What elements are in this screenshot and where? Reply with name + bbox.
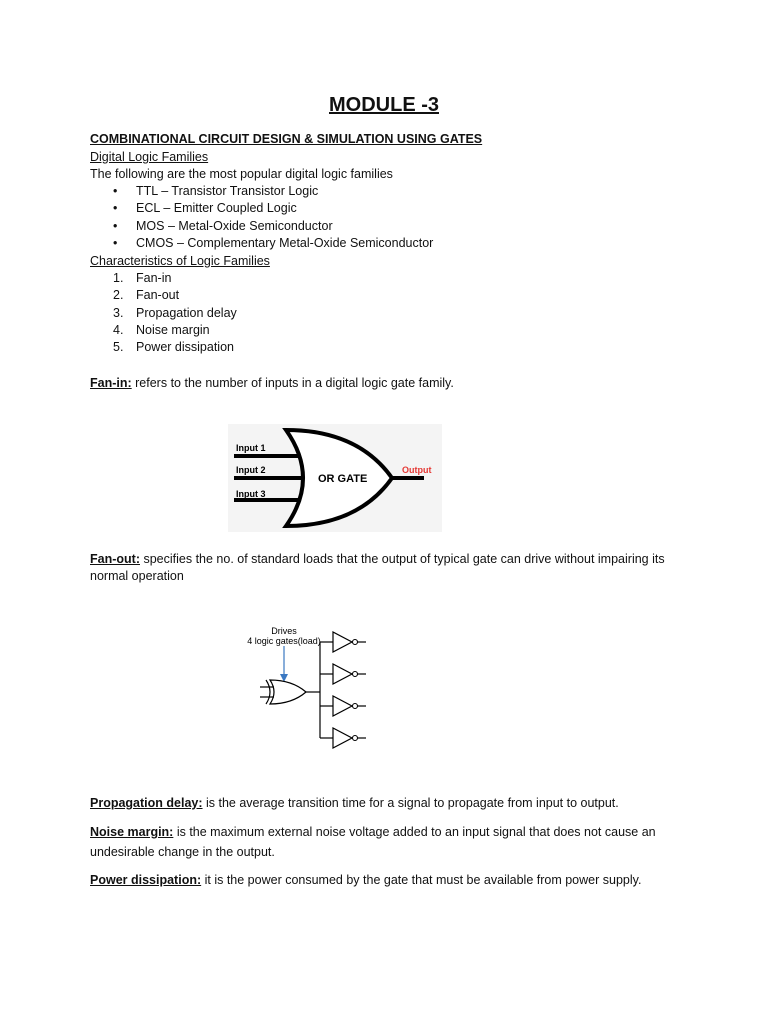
xor-gate-symbol: [270, 680, 306, 704]
fan-out-text-line1: specifies the no. of standard loads that the output of typical gate can drive without impairing its: [139, 552, 665, 566]
families-label: Digital Logic Families: [90, 150, 209, 164]
list-item: [0, 235, 768, 252]
characteristic-item: Fan-out: [136, 288, 180, 302]
characteristic-item: Propagation delay: [136, 306, 237, 320]
input-2-label: Input 2: [236, 465, 266, 475]
family-item-ecl: ECL – Emitter Coupled Logic: [136, 201, 297, 215]
family-item-ttl: TTL – Transistor Transistor Logic: [136, 184, 319, 198]
fan-out-figure: [240, 622, 374, 752]
fan-in-text: refers to the number of inputs in a digital logic gate family.: [131, 376, 454, 390]
list-number: 5.: [113, 340, 124, 354]
load-gate-1: [320, 632, 366, 652]
families-intro: The following are the most popular digital logic families: [90, 167, 393, 181]
fan-out-paragraph: [90, 551, 690, 585]
list-number: 1.: [113, 271, 124, 285]
page-title: MODULE -3: [329, 94, 439, 116]
fan-in-term: Fan-in:: [90, 376, 132, 390]
or-gate-label: OR GATE: [318, 473, 368, 485]
characteristic-item: Power dissipation: [136, 340, 234, 354]
xor-input-curve: [266, 680, 270, 704]
load-gate-3: [320, 696, 366, 716]
load-label: 4 logic gates(load): [247, 636, 321, 646]
bullet-icon: •: [113, 219, 118, 233]
load-gate-4: [320, 728, 366, 748]
noise-margin-term: Noise margin:: [90, 825, 174, 839]
input-1-label: Input 1: [236, 443, 266, 453]
list-number: 4.: [113, 323, 124, 337]
propagation-delay-text: is the average transition time for a signal to propagate from input to output.: [202, 796, 619, 810]
power-dissipation-term: Power dissipation:: [90, 873, 202, 887]
input-3-label: Input 3: [236, 489, 266, 499]
characteristic-item: Noise margin: [136, 323, 210, 337]
list-item: [0, 287, 768, 304]
list-item: [0, 218, 768, 235]
bullet-icon: •: [113, 184, 118, 198]
list-item: [0, 183, 768, 200]
list-item: [0, 305, 768, 322]
bullet-icon: •: [113, 236, 118, 250]
family-item-cmos: CMOS – Complementary Metal-Oxide Semiconductor: [136, 236, 434, 250]
section-heading: COMBINATIONAL CIRCUIT DESIGN & SIMULATION USING GATES: [90, 132, 483, 146]
noise-margin-text-line2: undesirable change in the output.: [90, 845, 275, 859]
list-number: 2.: [113, 288, 124, 302]
power-dissipation-paragraph: [90, 872, 641, 889]
propagation-delay-paragraph: [90, 795, 619, 812]
characteristic-item: Fan-in: [136, 271, 172, 285]
load-gate-2: [320, 664, 366, 684]
list-item: [0, 339, 768, 356]
characteristics-label: Characteristics of Logic Families: [90, 254, 270, 268]
list-item: [0, 200, 768, 217]
propagation-delay-term: Propagation delay:: [90, 796, 203, 810]
list-item: [0, 322, 768, 339]
family-item-mos: MOS – Metal-Oxide Semiconductor: [136, 219, 333, 233]
fan-out-term: Fan-out:: [90, 552, 140, 566]
fan-in-paragraph: [90, 375, 454, 392]
drives-label: Drives: [271, 626, 297, 636]
noise-margin-text-line1: is the maximum external noise voltage added to an input signal that does not cause an: [173, 825, 656, 839]
or-gate-figure: [228, 424, 442, 532]
list-number: 3.: [113, 306, 124, 320]
output-label: Output: [402, 465, 432, 475]
fan-out-text-line2: normal operation: [90, 569, 184, 583]
noise-margin-paragraph: [90, 822, 690, 862]
bullet-icon: •: [113, 201, 118, 215]
list-item: [0, 270, 768, 287]
power-dissipation-text: it is the power consumed by the gate that must be available from power supply.: [201, 873, 642, 887]
